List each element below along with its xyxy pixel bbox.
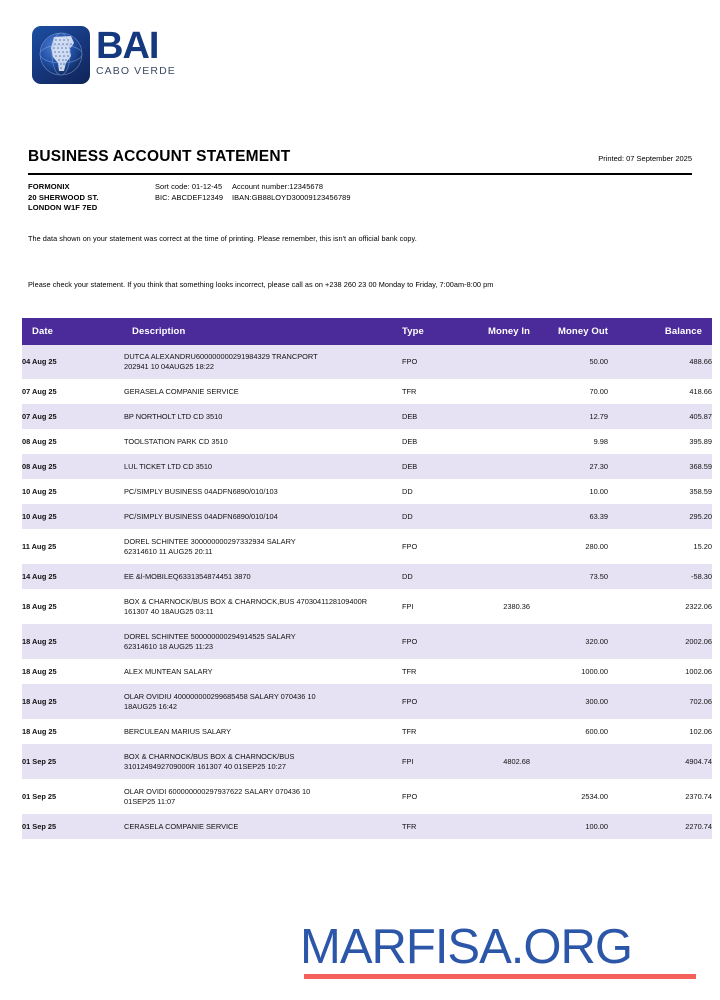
cell-balance: 15.20: [608, 530, 712, 565]
table-row: [22, 685, 712, 720]
cell-description: [124, 530, 402, 565]
account-details: [155, 182, 351, 203]
cell-type: TFR: [402, 720, 458, 745]
description-line-1: BERCULEAN MARIUS SALARY: [124, 727, 232, 736]
cell-date: 08 Aug 25: [22, 455, 124, 480]
cell-money-in: [458, 660, 530, 685]
cell-description: [124, 590, 402, 625]
column-header-money-out: Money Out: [530, 318, 608, 345]
description-line-1: GERASELA COMPANIE SERVICE: [124, 387, 239, 396]
cell-money-out: 12.79: [530, 405, 608, 430]
customer-address-line1: 20 SHERWOOD ST.: [28, 192, 99, 202]
description-line-1: ALEX MUNTEAN SALARY: [124, 667, 213, 676]
cell-description: [124, 480, 402, 505]
description-line-1: DOREL SCHINTEE 300000000297332934 SALARY: [124, 537, 296, 546]
cell-type: DD: [402, 505, 458, 530]
cell-date: 18 Aug 25: [22, 685, 124, 720]
description-line-2: 3101249492709000R 161307 40 01SEP25 10:27: [124, 762, 286, 771]
cell-date: 04 Aug 25: [22, 345, 124, 380]
cell-balance: 418.66: [608, 380, 712, 405]
description-line-1: BOX & CHARNOCK/BUS BOX & CHARNOCK/BUS: [124, 752, 295, 761]
table-row: [22, 590, 712, 625]
transactions-table-wrapper: [22, 318, 712, 840]
description-line-1: PC/SIMPLY BUSINESS 04ADFN6890/010/104: [124, 512, 278, 521]
table-row: [22, 720, 712, 745]
cell-type: FPO: [402, 780, 458, 815]
description-line-1: LUL TICKET LTD CD 3510: [124, 462, 213, 471]
column-header-balance: Balance: [608, 318, 712, 345]
cell-description: [124, 685, 402, 720]
title-divider: [28, 173, 692, 175]
cell-date: 07 Aug 25: [22, 380, 124, 405]
cell-balance: 702.06: [608, 685, 712, 720]
table-row: [22, 505, 712, 530]
cell-money-out: 50.00: [530, 345, 608, 380]
cell-description: [124, 455, 402, 480]
cell-type: FPO: [402, 530, 458, 565]
column-header-money-in: Money In: [458, 318, 530, 345]
printed-date: Printed: 07 September 2025: [598, 154, 692, 163]
description-line-1: DUTCA ALEXANDRU600000000291984329 TRANCPORT: [124, 352, 318, 361]
table-row: [22, 430, 712, 455]
description-line-1: DOREL SCHINTEE 500000000294914525 SALARY: [124, 632, 296, 641]
logo-text: [96, 26, 176, 77]
logo-tagline: CABO VERDE: [96, 65, 176, 77]
cell-balance: 368.59: [608, 455, 712, 480]
description-line-2: 62314610 11 AUG25 20:11: [124, 547, 213, 556]
cell-balance: 358.59: [608, 480, 712, 505]
cell-money-out: 9.98: [530, 430, 608, 455]
cell-date: 07 Aug 25: [22, 405, 124, 430]
cell-balance: 488.66: [608, 345, 712, 380]
cell-money-out: 1000.00: [530, 660, 608, 685]
cell-date: 18 Aug 25: [22, 660, 124, 685]
table-row: [22, 565, 712, 590]
cell-date: 01 Sep 25: [22, 780, 124, 815]
cell-description: [124, 745, 402, 780]
cell-date: 10 Aug 25: [22, 480, 124, 505]
description-line-2: 18AUG25 16:42: [124, 702, 178, 711]
table-row: [22, 380, 712, 405]
table-row: [22, 780, 712, 815]
cell-money-out: 2534.00: [530, 780, 608, 815]
cell-description: [124, 380, 402, 405]
cell-money-in: [458, 405, 530, 430]
customer-address: [28, 182, 99, 214]
cell-money-in: [458, 565, 530, 590]
column-header-type: Type: [402, 318, 458, 345]
cell-money-in: [458, 380, 530, 405]
watermark: [300, 922, 700, 979]
column-header-date: Date: [22, 318, 124, 345]
cell-type: FPO: [402, 345, 458, 380]
notice-contact: Please check your statement. If you think that something looks incorrect, please call as on +238 260 23 00 Monday to Friday, 7:00am-8:00 pm: [28, 280, 494, 289]
cell-description: [124, 720, 402, 745]
description-line-2: 01SEP25 11:07: [124, 797, 176, 806]
cell-balance: 2322.06: [608, 590, 712, 625]
table-row: [22, 660, 712, 685]
description-line-2: 62314610 18 AUG25 11:23: [124, 642, 214, 651]
bic-code: BIC: ABCDEF12349: [155, 192, 224, 202]
cell-balance: 2270.74: [608, 815, 712, 840]
cell-money-in: [458, 430, 530, 455]
description-line-1: BP NORTHOLT LTD CD 3510: [124, 412, 223, 421]
cell-money-in: [458, 625, 530, 660]
cell-balance: 1002.06: [608, 660, 712, 685]
account-line-2: [155, 193, 351, 204]
globe-icon-svg: [37, 30, 85, 78]
cell-description: [124, 345, 402, 380]
notice-print-accuracy: The data shown on your statement was correct at the time of printing. Please remember, this isn't an official bank copy.: [28, 234, 417, 243]
cell-description: [124, 780, 402, 815]
cell-description: [124, 565, 402, 590]
cell-date: 08 Aug 25: [22, 430, 124, 455]
cell-date: 18 Aug 25: [22, 590, 124, 625]
cell-type: TFR: [402, 815, 458, 840]
table-row: [22, 405, 712, 430]
column-header-description: Description: [124, 318, 402, 345]
cell-date: 18 Aug 25: [22, 625, 124, 660]
cell-balance: 395.89: [608, 430, 712, 455]
description-line-2: 161307 40 18AUG25 03:11: [124, 607, 214, 616]
cell-money-in: [458, 530, 530, 565]
cell-balance: 2002.06: [608, 625, 712, 660]
cell-description: [124, 430, 402, 455]
cell-money-out: 70.00: [530, 380, 608, 405]
table-row: [22, 480, 712, 505]
cell-money-in: [458, 455, 530, 480]
cell-money-in: [458, 505, 530, 530]
cell-balance: 4904.74: [608, 745, 712, 780]
cell-balance: -58.30: [608, 565, 712, 590]
cell-type: DEB: [402, 455, 458, 480]
cell-type: DD: [402, 565, 458, 590]
description-line-1: OLAR OVIDIU 400000000299685458 SALARY 070436 10: [124, 692, 316, 701]
table-body: [22, 345, 712, 840]
table-row: [22, 455, 712, 480]
cell-money-out: 100.00: [530, 815, 608, 840]
cell-money-out: 600.00: [530, 720, 608, 745]
cell-type: DEB: [402, 405, 458, 430]
cell-money-in: [458, 815, 530, 840]
watermark-text: MARFISA.ORG: [300, 920, 633, 974]
cell-date: 01 Sep 25: [22, 745, 124, 780]
cell-description: [124, 625, 402, 660]
cell-money-in: [458, 780, 530, 815]
description-line-2: 202941 10 04AUG25 18:22: [124, 362, 214, 371]
cell-money-in: [458, 720, 530, 745]
cell-balance: 102.06: [608, 720, 712, 745]
table-row: [22, 530, 712, 565]
cell-description: [124, 405, 402, 430]
cell-type: FPI: [402, 590, 458, 625]
iban-code: IBAN:GB88LOYD30009123456789: [232, 192, 351, 202]
cell-money-out: 27.30: [530, 455, 608, 480]
customer-address-line2: LONDON W1F 7ED: [28, 203, 98, 212]
bank-logo: [32, 26, 176, 84]
cell-date: 11 Aug 25: [22, 530, 124, 565]
cell-date: 18 Aug 25: [22, 720, 124, 745]
cell-type: TFR: [402, 380, 458, 405]
cell-money-in: [458, 345, 530, 380]
cell-date: 01 Sep 25: [22, 815, 124, 840]
cell-money-out: 320.00: [530, 625, 608, 660]
globe-icon: [32, 26, 90, 84]
description-line-1: CERASELA COMPANIE SERVICE: [124, 822, 239, 831]
cell-date: 10 Aug 25: [22, 505, 124, 530]
cell-description: [124, 660, 402, 685]
account-number: Account number:12345678: [232, 182, 324, 191]
cell-money-in: 4802.68: [458, 745, 530, 780]
cell-money-out: 10.00: [530, 480, 608, 505]
cell-type: FPO: [402, 685, 458, 720]
cell-money-out: [530, 590, 608, 625]
cell-balance: 405.87: [608, 405, 712, 430]
description-line-1: TOOLSTATION PARK CD 3510: [124, 437, 228, 446]
cell-type: TFR: [402, 660, 458, 685]
cell-type: FPI: [402, 745, 458, 780]
logo-brand: BAI: [96, 25, 159, 67]
cell-type: FPO: [402, 625, 458, 660]
description-line-1: BOX & CHARNOCK/BUS BOX & CHARNOCK,BUS 4703041128109400R: [124, 597, 368, 606]
table-row: [22, 815, 712, 840]
description-line-1: PC/SIMPLY BUSINESS 04ADFN6890/010/103: [124, 487, 278, 496]
cell-money-out: 63.39: [530, 505, 608, 530]
page-title: BUSINESS ACCOUNT STATEMENT: [28, 148, 291, 165]
table-row: [22, 345, 712, 380]
sort-code: Sort code: 01-12-45: [155, 182, 223, 191]
description-line-1: EE &l-MOBILEQ6331354874451 3870: [124, 572, 251, 581]
cell-balance: 2370.74: [608, 780, 712, 815]
transactions-table: [22, 318, 712, 840]
cell-money-out: 280.00: [530, 530, 608, 565]
cell-money-out: [530, 745, 608, 780]
watermark-underline: [304, 974, 696, 979]
cell-date: 14 Aug 25: [22, 565, 124, 590]
cell-balance: 295.20: [608, 505, 712, 530]
account-line-1: [155, 182, 351, 193]
cell-type: DEB: [402, 430, 458, 455]
table-row: [22, 625, 712, 660]
cell-description: [124, 505, 402, 530]
cell-money-out: 300.00: [530, 685, 608, 720]
title-row: [28, 148, 692, 166]
cell-money-in: [458, 480, 530, 505]
cell-description: [124, 815, 402, 840]
cell-money-out: 73.50: [530, 565, 608, 590]
table-row: [22, 745, 712, 780]
table-head: [22, 318, 712, 345]
cell-money-in: [458, 685, 530, 720]
customer-name: FORMONIX: [28, 182, 70, 191]
cell-type: DD: [402, 480, 458, 505]
table-header-row: [22, 318, 712, 345]
cell-money-in: 2380.36: [458, 590, 530, 625]
description-line-1: OLAR OVIDI 600000000297937622 SALARY 070436 10: [124, 787, 311, 796]
